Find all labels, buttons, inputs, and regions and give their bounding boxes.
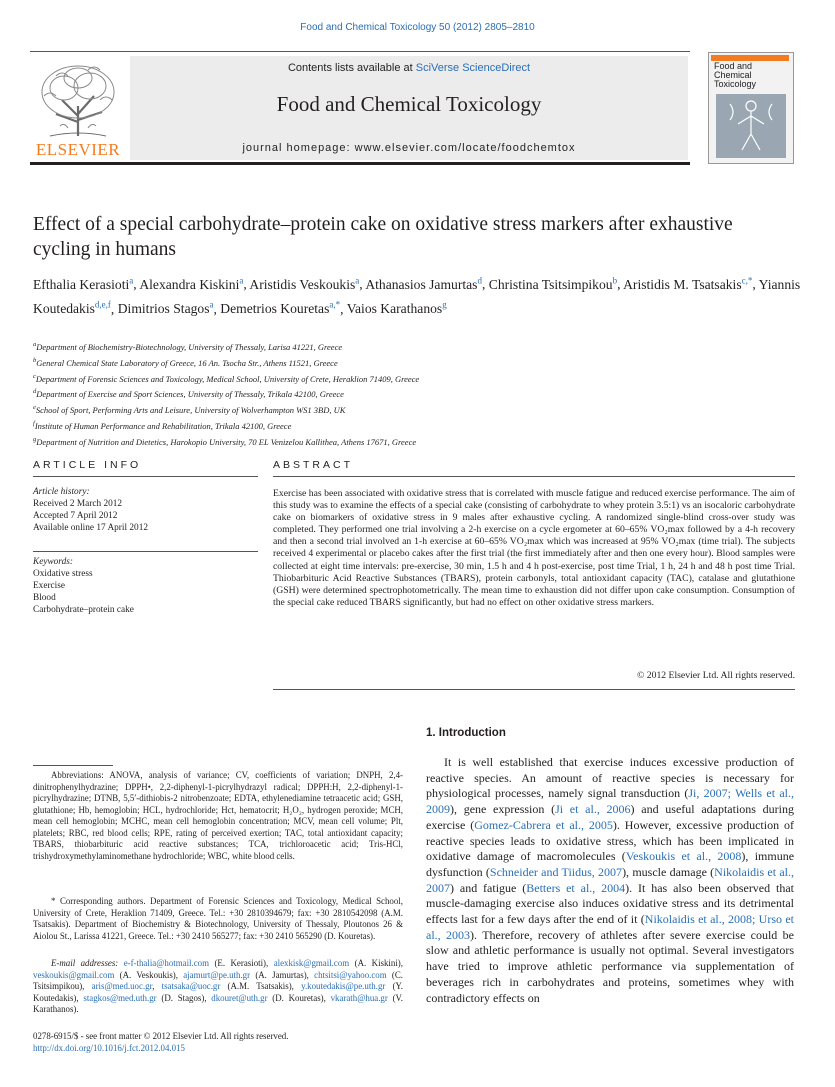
intro-text-run: ) and fatigue (	[450, 880, 527, 895]
affiliation	[33, 433, 793, 449]
citation-link[interactable]: Schneider and Tiidus, 2007	[489, 864, 623, 879]
abstract-rule	[273, 476, 795, 477]
history-label: Article history:	[33, 487, 90, 497]
affiliation-text: General Chemical State Laboratory of Greece, 16 An. Tsocha Str., Athens 11521, Greece	[36, 357, 338, 368]
email-link[interactable]: e-f-thalia@hotmail.com	[123, 958, 210, 968]
abstract-text: Exercise has been associated with oxidative stress that is correlated with muscle fatigue and reduced exercise performance. The aim of this study was to examine the effects of a special cake (consisting of carbohydrate to whey protein 3.5:1) vs an isocaloric carbohydrate cake on biomarkers of oxidative stress in 9 males after exhaustive cycling. A randomized single-blind cross-over study was completed. They performed one trial involving a 2-h exercise on a cycle ergometer at 60–65% VO₂max followed by a 4-h recovery and then a second trial involved an 1-h exercise at 60–65% VO₂max which was increased at 95% VO₂max (time trial). The subjects received 4 experimental or placebo cakes after the first trial (the first immediately after and then one every hour). Blood samples were collected at eight time intervals: pre-exercise, 30 min, 1.5 h and 4 h post-exercise, post time Trial, 1 h, 24 h and 48 h post time Trial. Thiobarbituric Acid Reactive Substances (TBARS), protein carbonyls, total antioxidant capacity (TAC), catalase and glutathione (GSH) were determined spectrophotometrically. The mean time to exhaustion did not differ upon cake consumption. Consumption of the special cake reduced TBARS significantly, but had no effect on other oxidative stress markers.	[273, 488, 795, 608]
author-superscript[interactable]: a	[129, 275, 134, 285]
keywords-rule	[33, 551, 258, 552]
email-link[interactable]: chtsitsi@yahoo.com	[314, 969, 387, 980]
intro-text-run: ). Therefore, recovery of athletes after severe exercise could be slow and athletic performance is usually not optimal. Several investigators have tried to improve athletic performance via supplementation of beverages rich in carbohydrates and proteins, sometimes whey with contradictory effects on	[426, 927, 795, 1005]
abbreviations-footnote: Abbreviations: ANOVA, analysis of variance; CV, coefficients of variation; DNPH, 2,4-dinitrophenylhydrazine; DPPH•, 2,2-diphenyl-1-picrylhydrazyl radical; DPPH:H, 2,2-diphenyl-1-picrylhydrazine; DTNB, 5,5′-dithiobis-2 nitrobenzoate; EDTA, ethylenediamine tetraacetic acid; GSH, glutathione; Hb, hemoglobin; HCL, hydrochloride; Hct, hematocrit; H₂O₂, hydrogen peroxide; MCH, mean cell hemoglobin; MCHC, mean cell hemoglobin concentration; MCV, mean cell volume; Plt, platelets; RBC, red blood cells; RPE, rating of perceived exertion; TAC, total antioxidant capacity; TBARS, thiobarbituric acid reactive substances; TCA, trichloroacetic acid; Tris-HCl, trishydroxymethylaminomethane hydrochloride; WBC, white blood cells.	[33, 770, 403, 861]
intro-text-run: ), gene expression (	[450, 802, 556, 817]
author-superscript[interactable]: g	[442, 299, 447, 310]
email-addresses-footnote	[33, 958, 403, 1016]
introduction-heading: 1. Introduction	[426, 727, 506, 739]
history-received: Received 2 March 2012	[33, 499, 123, 509]
author-superscript[interactable]: a,*	[329, 299, 341, 310]
email-owner: ,	[152, 981, 162, 991]
history-online: Available online 17 April 2012	[33, 523, 148, 533]
email-link[interactable]: alexkisk@gmail.com	[273, 958, 350, 968]
article-info-heading: ARTICLE INFO	[33, 459, 142, 471]
keywords-label: Keywords:	[33, 557, 73, 567]
history-accepted: Accepted 7 April 2012	[33, 511, 118, 521]
email-owner: (D. Kouretas),	[267, 992, 331, 1003]
header-bottom-rule	[30, 162, 690, 165]
author-name: Demetrios Kouretas$^{a,*}$	[220, 299, 341, 317]
affiliation	[33, 385, 793, 401]
keyword: Oxidative stress	[33, 569, 93, 579]
header-top-rule	[30, 51, 690, 52]
email-owner: (A. Jamurtas),	[250, 969, 315, 980]
email-owner: (D. Stagos),	[156, 992, 212, 1003]
abstract-bottom-rule	[273, 689, 795, 690]
affiliation	[33, 401, 793, 417]
author-name: Yiannis Koutedakis$^{d,e,f}$	[33, 276, 801, 317]
homepage-link[interactable]: www.elsevier.com/locate/foodchemtox	[354, 142, 576, 154]
intro-text-run: ) and useful adaptations during exercise (	[426, 802, 795, 832]
citation-link[interactable]: Ji, 2007; Wells et al., 2009	[426, 786, 794, 817]
keyword: Carbohydrate–protein cake	[33, 605, 134, 615]
article-info-rule	[33, 476, 258, 477]
affiliation-text: School of Sport, Performing Arts and Leisure, University of Wolverhampton WS1 3BD, UK	[35, 405, 346, 416]
intro-text-run: ). It has also been observed that muscle-damaging exercise also induces oxidative stress and its detrimental effects last for a few days after the end of it (	[426, 880, 795, 927]
author-superscript[interactable]: a	[355, 275, 360, 285]
citation-link[interactable]: Ji et al., 2006	[555, 802, 631, 817]
copyright-notice: © 2012 Elsevier Ltd. All rights reserved.	[636, 670, 795, 681]
doi-link[interactable]: http://dx.doi.org/10.1016/j.fct.2012.04.015	[33, 1043, 185, 1053]
email-owner: (A.M. Tsatsakis),	[220, 981, 302, 991]
email-link[interactable]: dkouret@uth.gr	[211, 992, 268, 1003]
affiliation	[33, 417, 793, 433]
email-link[interactable]: aris@med.uoc.gr	[91, 981, 153, 991]
email-link[interactable]: vkarath@hua.gr	[330, 992, 388, 1003]
cover-figure-icon	[716, 94, 786, 158]
affiliation	[33, 354, 793, 370]
affiliation	[33, 338, 793, 354]
affiliation-list	[33, 338, 793, 449]
abstract-heading: ABSTRACT	[273, 459, 354, 471]
email-link[interactable]: ajamurt@pe.uth.gr	[183, 969, 251, 980]
article-history	[33, 486, 258, 534]
keyword: Blood	[33, 593, 56, 603]
affiliation-text: Department of Exercise and Sport Sciences, University of Thessaly, Trikala 42100, Greece	[36, 389, 344, 400]
email-link[interactable]: veskoukis@gmail.com	[33, 969, 115, 980]
affiliation-text: Institute of Human Performance and Rehabilitation, Trikala 42100, Greece	[34, 420, 292, 431]
sciencedirect-link[interactable]: SciVerse ScienceDirect	[415, 62, 531, 74]
cover-title: Food and Chemical Toxicology	[714, 61, 757, 89]
footnote-rule	[33, 765, 113, 766]
email-owner: (Y. Koutedakis),	[33, 981, 404, 1003]
author-superscript[interactable]: a	[209, 299, 214, 310]
intro-text-run: ), muscle damage (	[622, 864, 715, 879]
email-owner: (C. Tsitsimpikou),	[33, 969, 403, 991]
affiliation-text: Department of Forensic Sciences and Toxicology, Medical School, University of Crete, Heraklion 71409, Greece	[35, 373, 420, 384]
elsevier-wordmark: ELSEVIER	[35, 140, 121, 159]
affiliation-superscript: e	[33, 404, 36, 412]
contents-prefix: Contents lists available at	[287, 62, 416, 74]
author-name: Efthalia Kerasioti$^a$	[33, 275, 134, 292]
author-name: Alexandra Kiskini$^a$	[139, 275, 244, 292]
corresponding-author-footnote: * Corresponding authors. Department of Forensic Sciences and Toxicology, Medical School, University of Crete, Heraklion 71409, Greece. Tel.: +30 2810394679; fax: +30 2810542098 (A.M. Tsatsakis). Department of Biochemistry & Biotechnology, University of Thessaly, Ploutonos 26 & Aiolou St., Larissa 41221, Greece. Tel.: +30 2410 565277; fax: +30 2410 565290 (D. Kouretas).	[33, 896, 403, 941]
author-name: Aristidis Veskoukis$^a$	[249, 275, 360, 292]
affiliation-superscript: b	[33, 356, 37, 364]
keywords	[33, 556, 258, 616]
email-owner: (A. Kiskini),	[349, 958, 403, 968]
author-name: Dimitrios Stagos$^a$	[117, 299, 214, 317]
email-link[interactable]: stagkos@med.uth.gr	[83, 992, 157, 1003]
journal-homepage	[130, 142, 688, 154]
intro-text-run: ). However, excessive production of reactive species leads to oxidative stress, which has been implicated in oxidative damage of macromolecules (	[426, 817, 794, 864]
author-superscript[interactable]: a	[239, 275, 244, 285]
introduction-text	[426, 755, 794, 1006]
author-name: Christina Tsitsimpikou$^b$	[488, 275, 618, 292]
email-label: E-mail addresses:	[51, 958, 124, 968]
citation-link[interactable]: Nikolaidis et al., 2008; Urso et al., 2003	[426, 912, 794, 942]
author-superscript[interactable]: b	[612, 275, 618, 285]
email-owner: (V. Karathanos).	[33, 992, 403, 1014]
paper-title: Effect of a special carbohydrate–protein cake on oxidative stress markers after exhaustive cycling in humans	[33, 214, 733, 260]
elsevier-logo	[30, 56, 126, 160]
affiliation	[33, 370, 793, 386]
author-name: Aristidis M. Tsatsakis$^{c,*}$	[623, 275, 753, 292]
keyword: Exercise	[33, 581, 66, 591]
journal-name: Food and Chemical Toxicology	[276, 92, 542, 116]
journal-citation[interactable]: Food and Chemical Toxicology 50 (2012) 2805–2810	[300, 22, 535, 33]
citation-link[interactable]: Veskoukis et al., 2008	[625, 849, 742, 864]
email-link[interactable]: tsatsaka@uoc.gr	[161, 981, 221, 991]
author-list: Efthalia Kerasioti$^a$, Alexandra Kiskini$^a$, Aristidis Veskoukis$^a$, Athanasios Jamurtas$^d$, Christina Tsitsimpikou$^b$, Aristidis M. Tsatsakis$^{c,*}$, Yiannis Koutedakis$^{d,e,f}$, Dimitrios Stagos$^a$, Demetrios Kouretas$^{a,*}$, Vaios Karathanos$^g$	[33, 275, 801, 317]
issn-line: 0278-6915/$ - see front matter © 2012 Elsevier Ltd. All rights reserved.	[33, 1031, 289, 1041]
email-owner: (E. Kerasioti),	[209, 958, 274, 968]
homepage-prefix: journal homepage:	[242, 142, 355, 154]
contents-line	[130, 62, 688, 74]
author-superscript[interactable]: d	[477, 275, 482, 285]
journal-cover-thumbnail	[708, 52, 794, 164]
affiliation-superscript: a	[33, 341, 37, 348]
citation-link[interactable]: Nikolaidis et al., 2007	[426, 864, 795, 895]
affiliation-superscript: g	[33, 435, 37, 443]
author-name: Vaios Karathanos$^g$	[346, 299, 447, 317]
affiliation-superscript: c	[33, 372, 36, 380]
affiliation-text: Department of Biochemistry-Biotechnology, University of Thessaly, Larisa 41221, Greece	[36, 341, 343, 352]
affiliation-superscript: d	[33, 388, 37, 396]
affiliation-superscript: f	[33, 420, 35, 428]
intro-text-run: ), immune dysfunction (	[426, 849, 795, 879]
front-matter	[33, 1030, 413, 1054]
citation-link[interactable]: Gomez-Cabrera et al., 2005	[474, 817, 613, 832]
affiliation-text: Department of Nutrition and Dietetics, Harokopio University, 70 EL Venizelou Kallithea, Athens 17671, Greece	[36, 436, 417, 447]
author-name: Athanasios Jamurtas$^d$	[365, 275, 482, 292]
email-owner: (A. Veskoukis),	[114, 969, 184, 980]
author-superscript[interactable]: c,*	[741, 275, 753, 285]
email-link[interactable]: y.koutedakis@pe.uth.gr	[301, 981, 386, 991]
citation-link[interactable]: Betters et al., 2004	[526, 880, 626, 895]
intro-text-run: It is well established that exercise induces excessive production of reactive species. An amount of reactive species is necessary for physiological processes, namely signal transduction (	[426, 755, 794, 801]
author-superscript[interactable]: d,e,f	[94, 299, 111, 310]
